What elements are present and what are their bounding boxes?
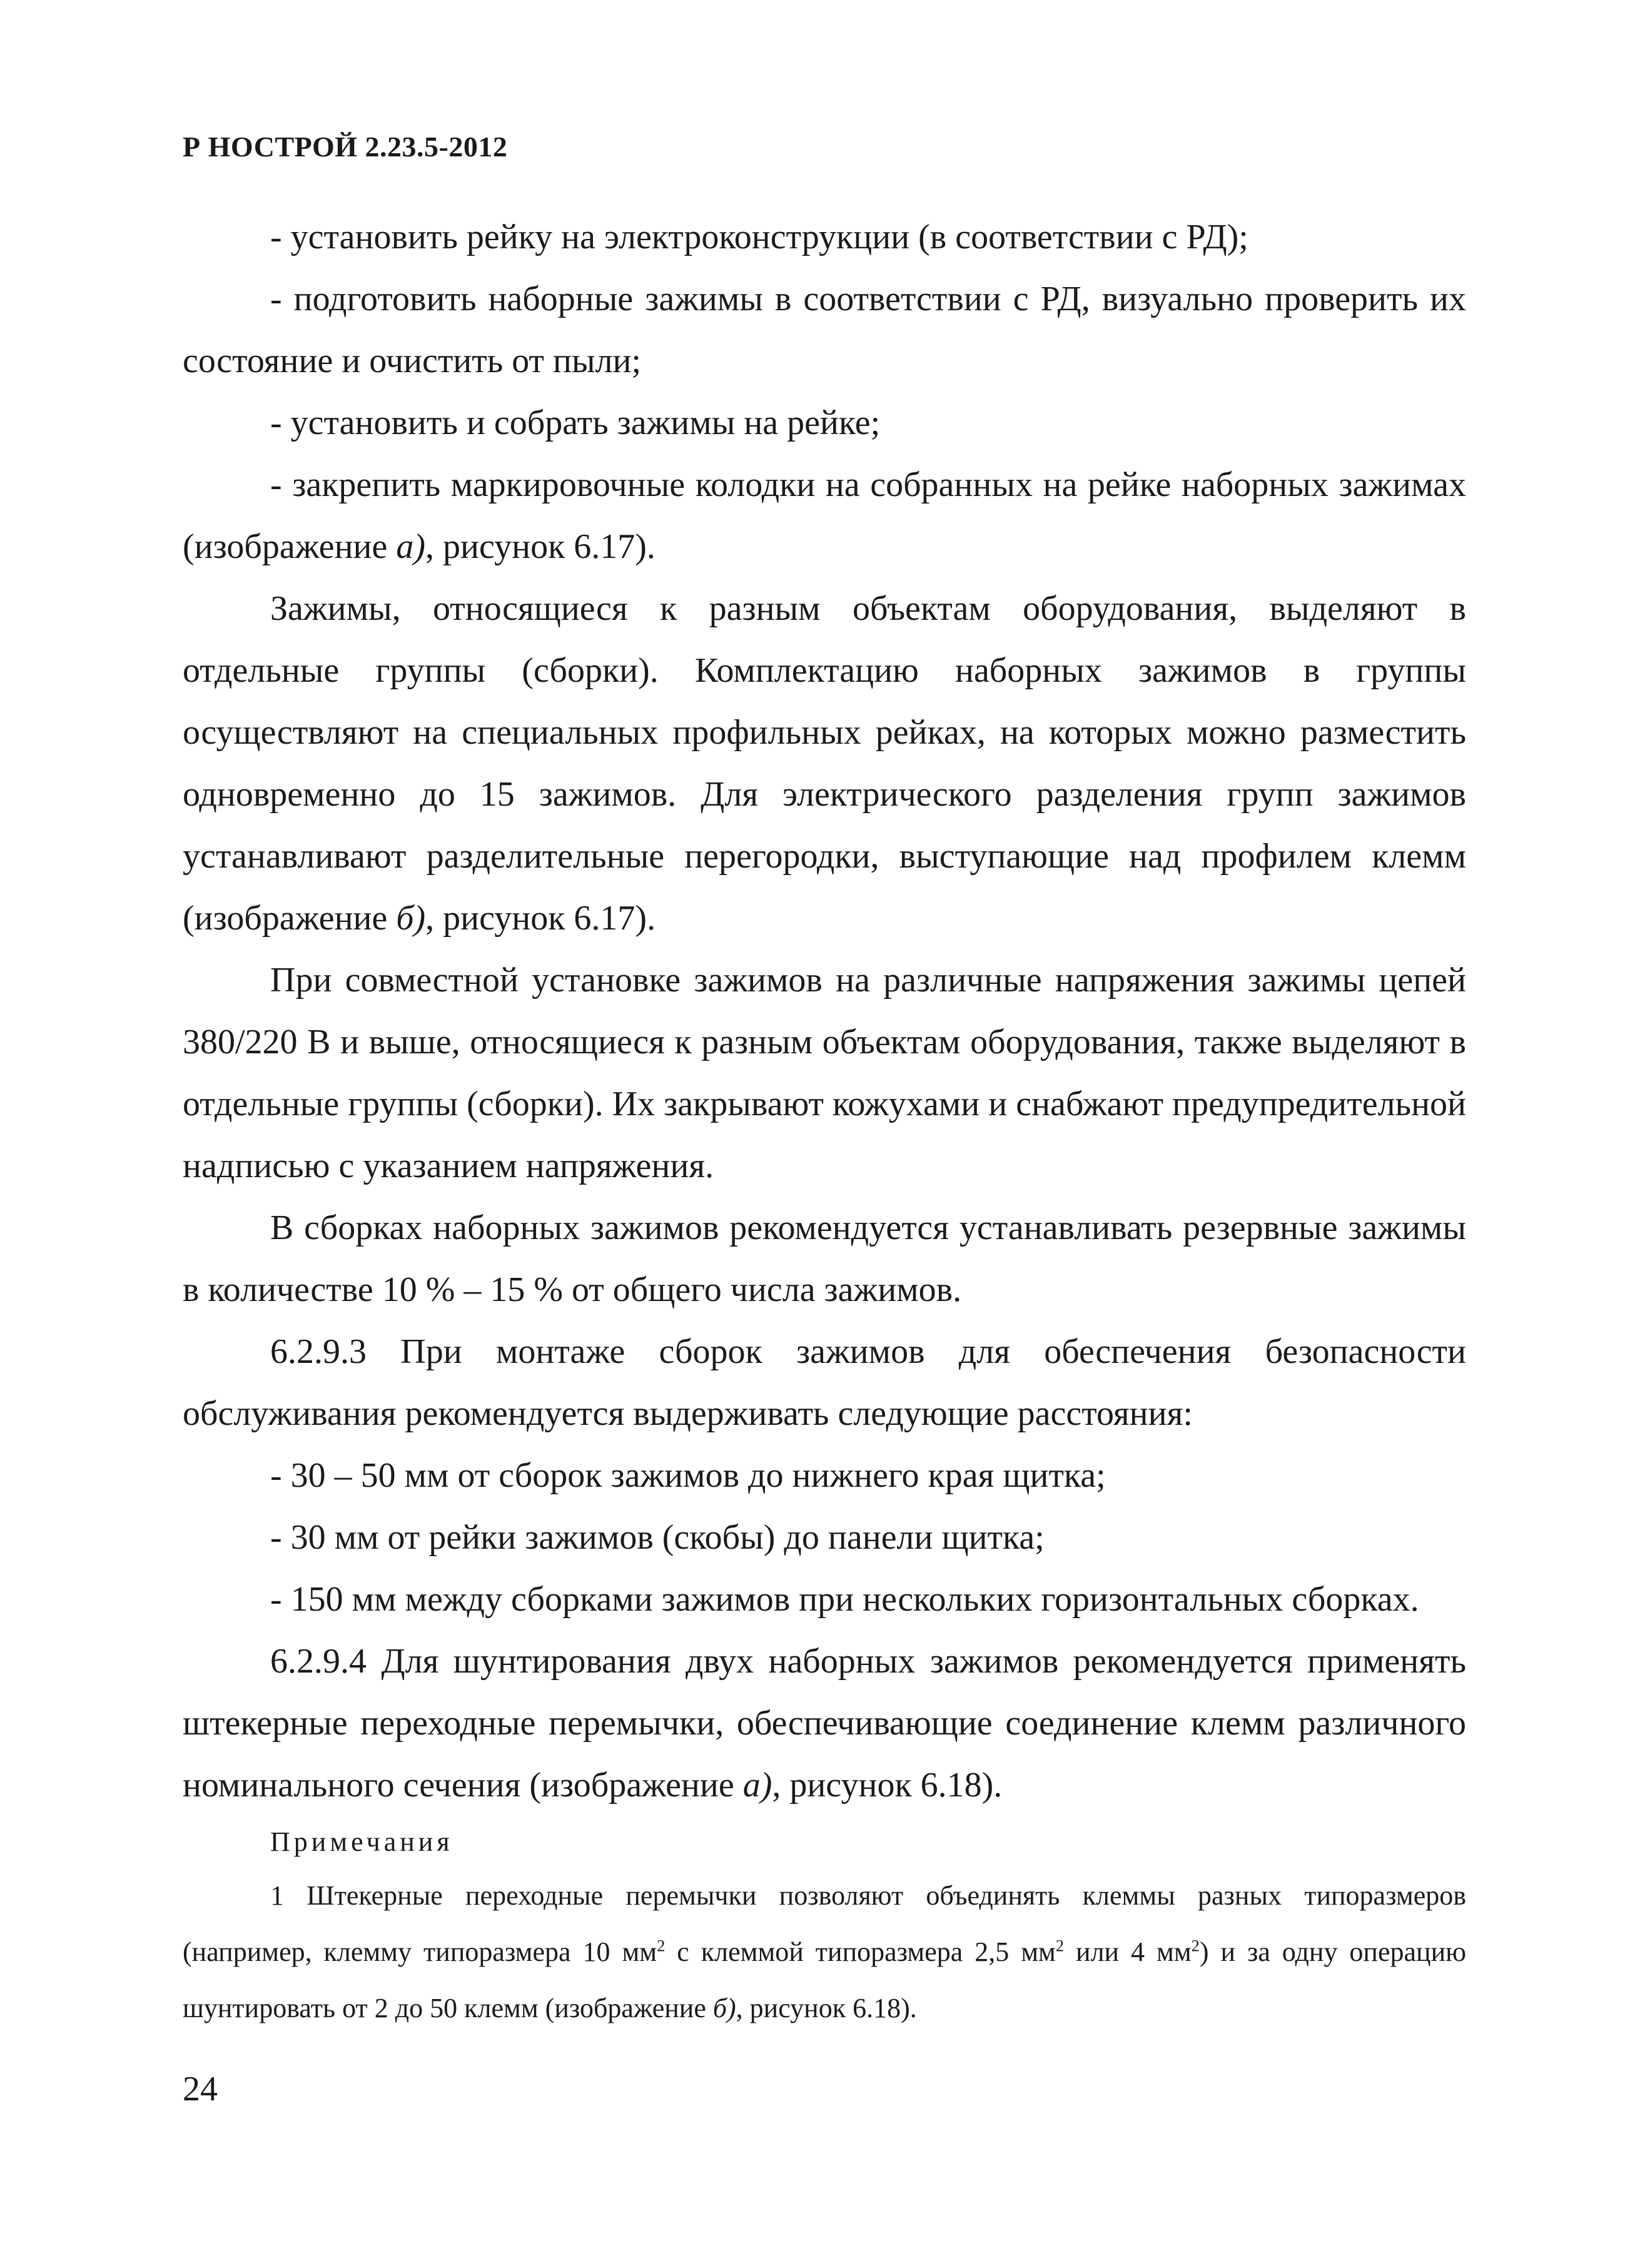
text-run: с клеммой типоразмера 2,5 мм — [665, 1936, 1056, 1967]
text-run: , рисунок 6.18). — [736, 1993, 917, 2023]
paragraph-clamp-groups — [183, 578, 1466, 949]
superscript: 2 — [657, 1936, 666, 1955]
text-run: , рисунок 6.17). — [425, 527, 656, 566]
note-1 — [183, 1868, 1466, 2037]
figure-ref: а) — [396, 527, 426, 566]
text-run: - закрепить маркировочные колодки на собранных на рейке наборных зажимах (изображение — [183, 465, 1466, 566]
figure-ref: б) — [712, 1993, 736, 2023]
page-number: 24 — [183, 2070, 218, 2109]
superscript: 2 — [1055, 1936, 1065, 1955]
list-item-assemble-clamps: - установить и собрать зажимы на рейке; — [270, 403, 881, 442]
document-code-header: Р НОСТРОЙ 2.23.5-2012 — [183, 131, 508, 163]
paragraph-voltage-groups: При совместной установке зажимов на различные напряжения зажимы цепей 380/220 В и выше, относящиеся к разным объектам оборудования, также выделяют в отдельные группы (сборки). Их закрывают кожухами и снабжают предупредительной надписью с указанием напряжения. — [183, 961, 1466, 1185]
text-run: , рисунок 6.18). — [772, 1766, 1003, 1805]
text-run: , рисунок 6.17). — [425, 899, 656, 938]
paragraph-section-6-2-9-4 — [183, 1631, 1466, 1816]
figure-ref: а) — [742, 1766, 772, 1805]
text-run: или 4 мм — [1064, 1936, 1192, 1967]
figure-ref: б) — [396, 899, 426, 938]
paragraph-reserve-clamps: В сборках наборных зажимов рекомендуется устанавливать резервные зажимы в количестве 10 % – 15 % от общего числа зажимов. — [183, 1208, 1466, 1309]
superscript: 2 — [1191, 1936, 1200, 1955]
list-item-distance-panel: - 30 мм от рейки зажимов (скобы) до панели щитка; — [270, 1518, 1045, 1557]
list-item-distance-between-assemblies: - 150 мм между сборками зажимов при нескольких горизонтальных сборках. — [270, 1580, 1419, 1619]
text-run: Зажимы, относящиеся к разным объектам оборудования, выделяют в отдельные группы (сборки). Комплектацию наборных зажимов в группы осуществляют на специальных профильных рейках, на которых можно разместить одновременно до 15 зажимов. Для электрического разделения групп зажимов устанавливают разделительные перегородки, выступающие над профилем клемм (изображение — [183, 589, 1466, 938]
text-run: 6.2.9.4 Для шунтирования двух наборных зажимов рекомендуется применять штекерные переходные перемычки, обеспечивающие соединение клемм различного номинального сечения (изображение — [183, 1642, 1466, 1805]
notes-title: Примечания — [270, 1826, 453, 1857]
text-run: ) и за одну операцию шунтировать от 2 до 50 клемм (изображение — [183, 1936, 1466, 2023]
list-item-distance-bottom-edge: - 30 – 50 мм от сборок зажимов до нижнего края щитка; — [270, 1456, 1106, 1495]
page-body — [183, 206, 1466, 2037]
list-item-fix-marking-blocks — [183, 454, 1466, 578]
list-item-prepare-clamps: - подготовить наборные зажимы в соответствии с РД, визуально проверить их состояние и очистить от пыли; — [183, 280, 1466, 380]
paragraph-section-6-2-9-3: 6.2.9.3 При монтаже сборок зажимов для обеспечения безопасности обслуживания рекомендуется выдерживать следующие расстояния: — [183, 1332, 1466, 1433]
list-item-install-rail: - установить рейку на электроконструкции (в соответствии с РД); — [270, 218, 1248, 256]
text-run: 1 Штекерные переходные перемычки позволяют объединять клеммы разных типоразмеров (например, клемму типоразмера 10 мм — [183, 1880, 1466, 1967]
